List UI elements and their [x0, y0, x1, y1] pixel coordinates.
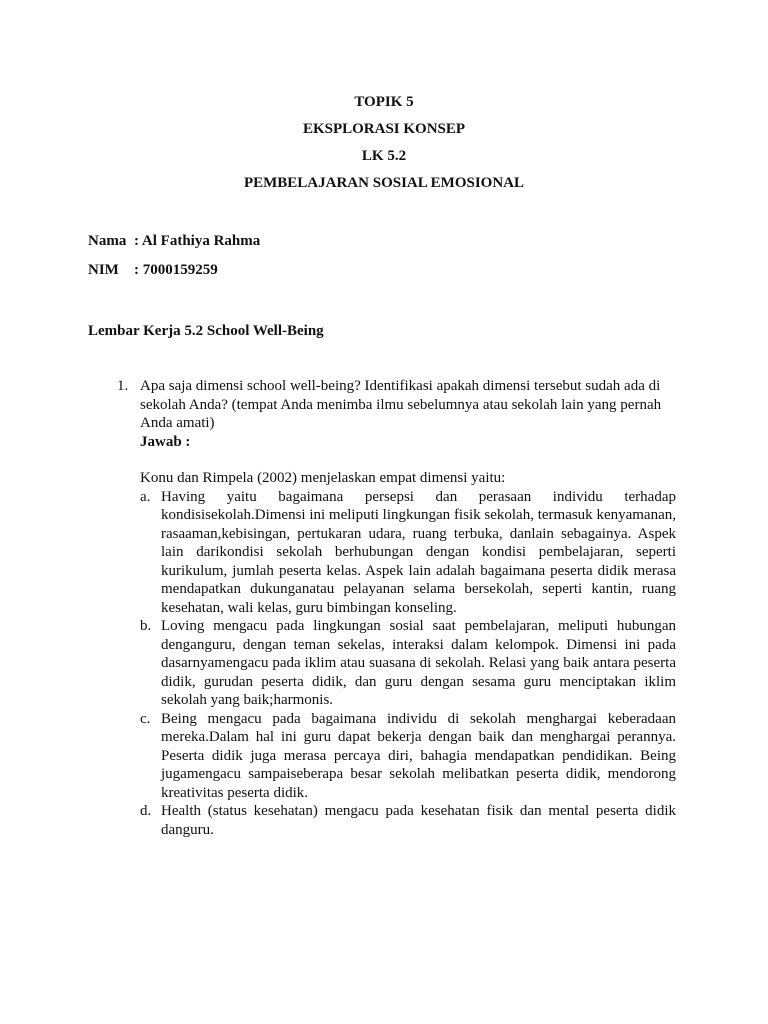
name-value: : Al Fathiya Rahma [134, 233, 261, 249]
list-item-text: Having yaitu bagaimana persepsi dan perasaan individu terhadap kondisisekolah.Dimensi ini meliputi lingkungan fisik sekolah, termasuk kenyamanan, rasaaman,kebisingan, pertukaran udara, ruang terbuka, danlain sebagainya. Aspek lain darikondisi sekolah berhubungan dengan kondisi pembelajaran, seperti kurikulum, jumlah peserta kelas. Aspek lain adalah bagaimana peserta didik merasa mendapatkan dukunganatau pelayanan selama bersekolah, seperti kantin, ruang kesehatan, wali kelas, guru bimbingan konseling. [161, 488, 676, 616]
list-item-marker: d. [140, 803, 152, 819]
nim-row [88, 260, 260, 289]
list-item-text: Being mengacu pada bagaimana individu di sekolah menghargai keberadaan mereka.Dalam hal ini guru dapat bekerja dengan baik dan menghargai perannya. Peserta didik juga merasa percaya diri, bahagia mendapatkan pendidikan. Being jugamengacu sampaiseberapa besar sekolah melibatkan peserta didik, mendorong kreativitas peserta didik. [161, 710, 676, 801]
dimension-list [140, 488, 676, 840]
list-item [140, 710, 676, 803]
nim-value: : 7000159259 [134, 262, 218, 278]
student-identity [88, 231, 260, 289]
list-item-marker: c. [140, 710, 151, 727]
name-row [88, 231, 260, 260]
list-item-marker: a. [140, 488, 151, 505]
list-item-text: Loving mengacu pada lingkungan sosial saat pembelajaran, meliputi hubungan denganguru, dengan teman sekelas, interaksi dalam kelompok. Dimensi ini pada dasarnyamengacu pada iklim atau suasana di sekolah. Relasi yang baik antara peserta didik, gurudan peserta didik, dan guru dengan sesama guru menciptakan iklim sekolah yang baik;harmonis. [161, 618, 676, 708]
name-label: Nama [88, 233, 127, 249]
nim-label: NIM [88, 262, 119, 278]
list-item [140, 617, 676, 710]
answer-label: Jawab : [140, 433, 191, 450]
answer-intro: Konu dan Rimpela (2002) menjelaskan empat dimensi yaitu: [140, 470, 506, 486]
list-item [140, 802, 676, 839]
topic-title: TOPIK 5 [354, 94, 414, 110]
question-number: 1. [117, 378, 129, 394]
section-title: Lembar Kerja 5.2 School Well-Being [88, 323, 324, 339]
exploration-title: EKSPLORASI KONSEP [302, 121, 466, 137]
theme-title: PEMBELAJARAN SOSIAL EMOSIONAL [243, 175, 525, 191]
question-block [140, 377, 676, 839]
list-item-marker: b. [140, 618, 152, 634]
list-item-text: Health (status kesehatan) mengacu pada kesehatan fisik dan mental peserta didik danguru. [161, 803, 676, 838]
worksheet-title: LK 5.2 [361, 148, 407, 164]
list-item [140, 488, 676, 618]
document-heading [0, 92, 768, 200]
question-text: Apa saja dimensi school well-being? Identifikasi apakah dimensi tersebut sudah ada di sekolah Anda? (tempat Anda menimba ilmu sebelumnya atau sekolah lain yang pernah Anda amati) [140, 378, 662, 431]
